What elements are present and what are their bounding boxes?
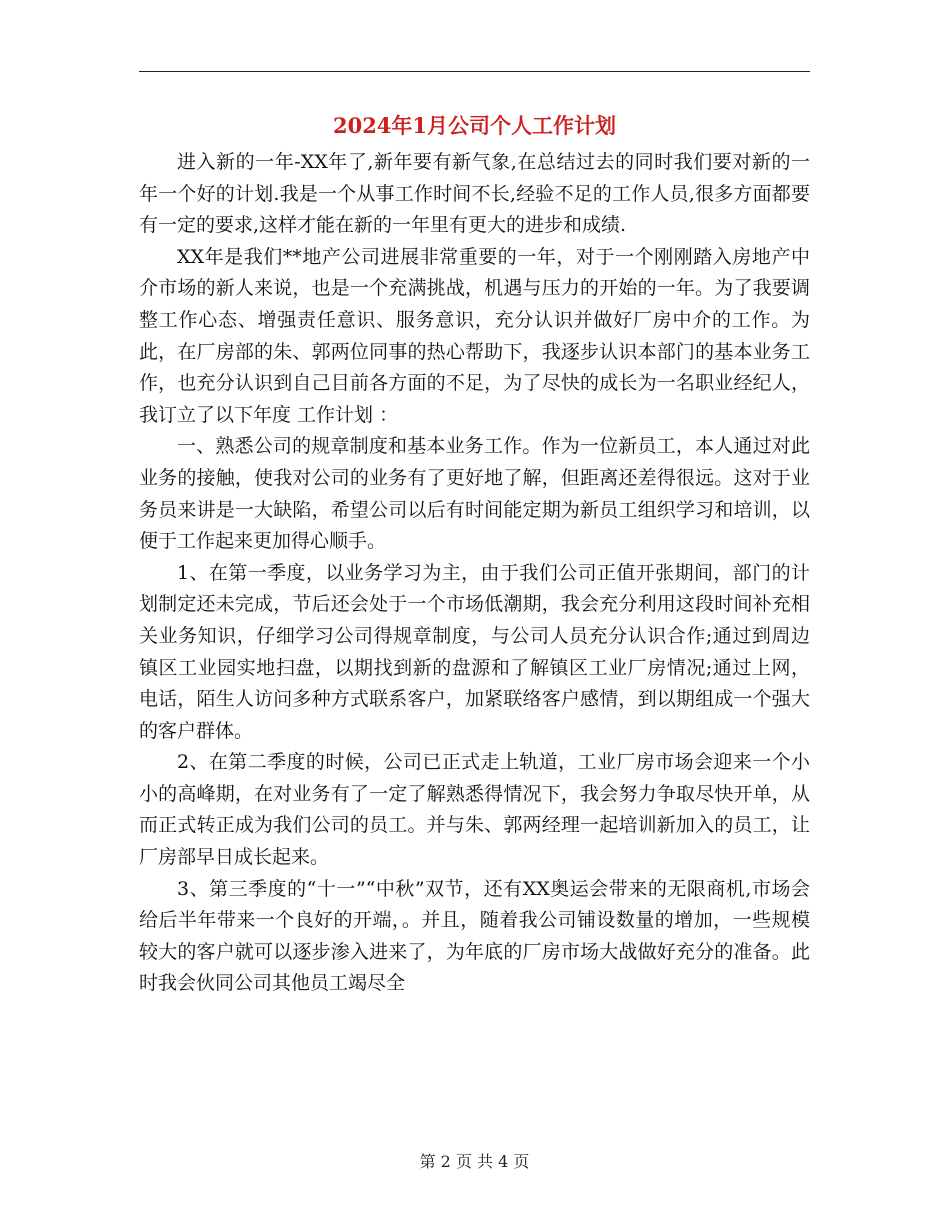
- document-body: [139, 147, 810, 1000]
- paragraph-q3: 3、第三季度的“十一”“中秋”双节，还有XX奥运会带来的无限商机,市场会给后半年带来一个良好的开端，。并且，随着我公司铺设数量的增加，一些规模较大的客户就可以逐步渗入进来了，为年底的厂房市场大战做好充分的准备。此时我会伙同公司其他员工竭尽全: [139, 877, 810, 995]
- paragraph-year-plan: XX年是我们**地产公司进展非常重要的一年，对于一个刚刚踏入房地产中介市场的新人来说，也是一个充满挑战，机遇与压力的开始的一年。为了我要调整工作心态、增强责任意识、服务意识，充分认识并做好厂房中介的工作。为此，在厂房部的朱、郭两位同事的热心帮助下，我逐步认识本部门的基本业务工作，也充分认识到自己目前各方面的不足，为了尽快的成长为一名职业经纪人，我订立了以下年度 工作计划 ：: [139, 245, 810, 426]
- paragraph-intro: 进入新的一年-XX年了,新年要有新气象,在总结过去的同时我们要对新的一年一个好的计划.我是一个从事工作时间不长,经验不足的工作人员,很多方面都要有一定的要求,这样才能在新的一年里有更大的进步和成绩.: [139, 151, 810, 237]
- paragraph-section-one: 一、熟悉公司的规章制度和基本业务工作。作为一位新员工，本人通过对此业务的接触，使我对公司的业务有了更好地了解，但距离还差得很远。这对于业务员来讲是一大缺陷，希望公司以后有时间能定期为新员工组织学习和培训，以便于工作起来更加得心顺手。: [139, 435, 810, 553]
- paragraph-q2: 2、在第二季度的时候，公司已正式走上轨道，工业厂房市场会迎来一个小小的高峰期，在对业务有了一定了解熟悉得情况下，我会努力争取尽快开单，从而正式转正成为我们公司的员工。并与朱、郭两经理一起培训新加入的员工，让厂房部早日成长起来。: [139, 751, 810, 869]
- document-title: 2024年1月公司个人工作计划: [332, 113, 617, 138]
- page-number-footer: 第 2 页 共 4 页: [419, 1152, 530, 1171]
- paragraph-q1: 1、在第一季度，以业务学习为主，由于我们公司正值开张期间，部门的计划制定还未完成，节后还会处于一个市场低潮期，我会充分利用这段时间补充相关业务知识，仔细学习公司得规章制度，与公司人员充分认识合作;通过到周边镇区工业园实地扫盘，以期找到新的盘源和了解镇区工业厂房情况;通过上网，电话，陌生人访问多种方式联系客户，加紧联络客户感情，到以期组成一个强大的客户群体。: [139, 561, 810, 742]
- header-rule: [139, 71, 810, 72]
